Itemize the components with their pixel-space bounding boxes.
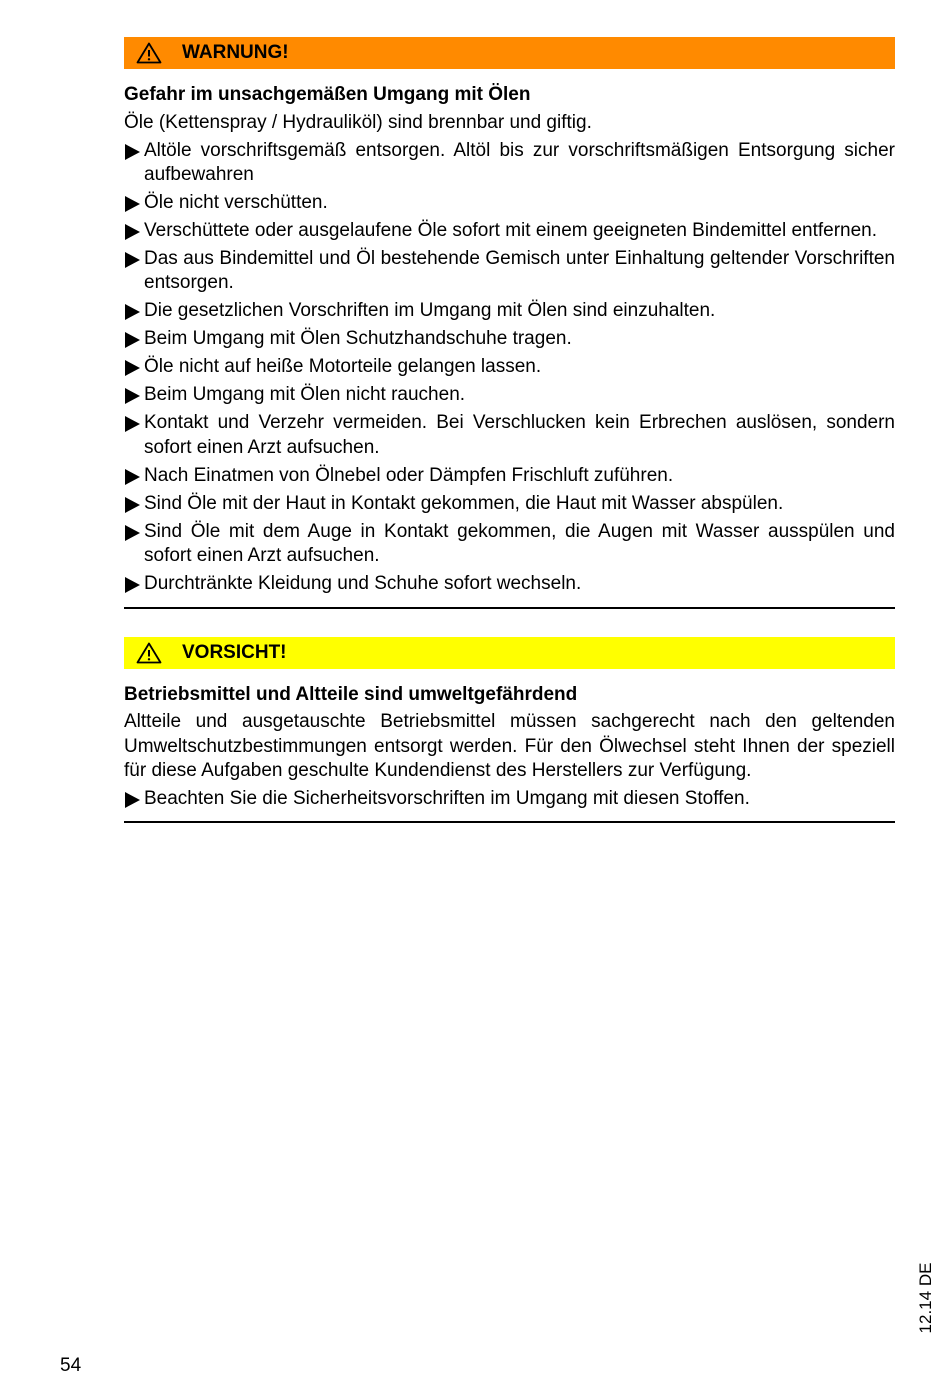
arrow-bullet-icon: [125, 144, 140, 160]
warning-item-list: [124, 139, 895, 597]
warning-triangle-icon: [136, 642, 162, 664]
list-item-text: Nach Einatmen von Ölnebel oder Dämpfen Frischluft zuführen.: [144, 464, 674, 486]
caution-item-list: [124, 787, 895, 811]
warning-heading: Gefahr im unsachgemäßen Umgang mit Ölen: [124, 84, 531, 105]
arrow-bullet-icon: [125, 577, 140, 593]
warning-triangle-icon: [136, 42, 162, 64]
list-item-text: Die gesetzlichen Vorschriften im Umgang mit Ölen sind einzuhalten.: [144, 300, 716, 322]
arrow-bullet-icon: [125, 304, 140, 320]
list-item: [124, 219, 895, 243]
arrow-bullet-icon: [125, 388, 140, 404]
list-item-text: Beachten Sie die Sicherheitsvorschriften im Umgang mit diesen Stoffen.: [144, 788, 750, 810]
list-item-text: Altöle vorschriftsgemäß entsorgen. Altöl bis zur vorschriftsmäßigen Entsorgung sicher aufbewahren: [144, 139, 895, 185]
caution-banner: [124, 637, 895, 669]
arrow-bullet-icon: [125, 252, 140, 268]
list-item: [124, 355, 895, 379]
list-item-text: Beim Umgang mit Ölen Schutzhandschuhe tragen.: [144, 328, 572, 350]
list-item: [124, 787, 895, 811]
caution-divider: [124, 821, 895, 823]
list-item-text: Durchtränkte Kleidung und Schuhe sofort wechseln.: [144, 573, 582, 595]
list-item-text: Verschüttete oder ausgelaufene Öle sofort mit einem geeigneten Bindemittel entfernen.: [144, 220, 878, 241]
warning-divider: [124, 607, 895, 609]
arrow-bullet-icon: [125, 360, 140, 376]
list-item-text: Sind Öle mit der Haut in Kontakt gekommen, die Haut mit Wasser abspülen.: [144, 492, 784, 514]
list-item-text: Kontakt und Verzehr vermeiden. Bei Verschlucken kein Erbrechen auslösen, sondern sofort einen Arzt aufsuchen.: [144, 412, 895, 458]
arrow-bullet-icon: [125, 332, 140, 348]
list-item-text: Öle nicht auf heiße Motorteile gelangen lassen.: [144, 356, 542, 378]
arrow-bullet-icon: [125, 224, 140, 240]
list-item: [124, 327, 895, 351]
page-content: [124, 37, 895, 823]
page-number: 54: [60, 1355, 82, 1376]
arrow-bullet-icon: [125, 792, 140, 808]
caution-intro: Altteile und ausgetauschte Betriebsmittel müssen sachgerecht nach den geltenden Umweltschutzbestimmungen entsorgt werden. Für den Ölwechsel steht Ihnen der speziell für diese Aufgaben geschulte Kundendienst des Herstellers zur Verfügung.: [124, 711, 895, 782]
list-item-text: Sind Öle mit dem Auge in Kontakt gekommen, die Augen mit Wasser ausspülen und sofort einen Arzt aufsuchen.: [144, 520, 895, 567]
list-item: [124, 247, 895, 296]
list-item: [124, 520, 895, 569]
arrow-bullet-icon: [125, 525, 140, 541]
warning-intro: Öle (Kettenspray / Hydrauliköl) sind brennbar und giftig.: [124, 111, 592, 133]
list-item: [124, 464, 895, 488]
list-item: [124, 299, 895, 323]
warning-banner: [124, 37, 895, 69]
date-code: 12.14 DE: [916, 1262, 935, 1334]
list-item: [124, 492, 895, 516]
list-item: [124, 572, 895, 596]
list-item: [124, 383, 895, 407]
arrow-bullet-icon: [125, 497, 140, 513]
list-item: [124, 139, 895, 188]
caution-label: VORSICHT!: [182, 641, 287, 663]
list-item: [124, 191, 895, 215]
warning-label: WARNUNG!: [182, 42, 289, 63]
arrow-bullet-icon: [125, 469, 140, 485]
list-item-text: Öle nicht verschütten.: [144, 192, 328, 213]
arrow-bullet-icon: [125, 196, 140, 212]
list-item: [124, 411, 895, 460]
list-item-text: Das aus Bindemittel und Öl bestehende Gemisch unter Einhaltung geltender Vorschriften entsorgen.: [144, 248, 895, 294]
list-item-text: Beim Umgang mit Ölen nicht rauchen.: [144, 384, 466, 406]
arrow-bullet-icon: [125, 416, 140, 432]
caution-heading: Betriebsmittel und Altteile sind umweltgefährdend: [124, 683, 578, 705]
